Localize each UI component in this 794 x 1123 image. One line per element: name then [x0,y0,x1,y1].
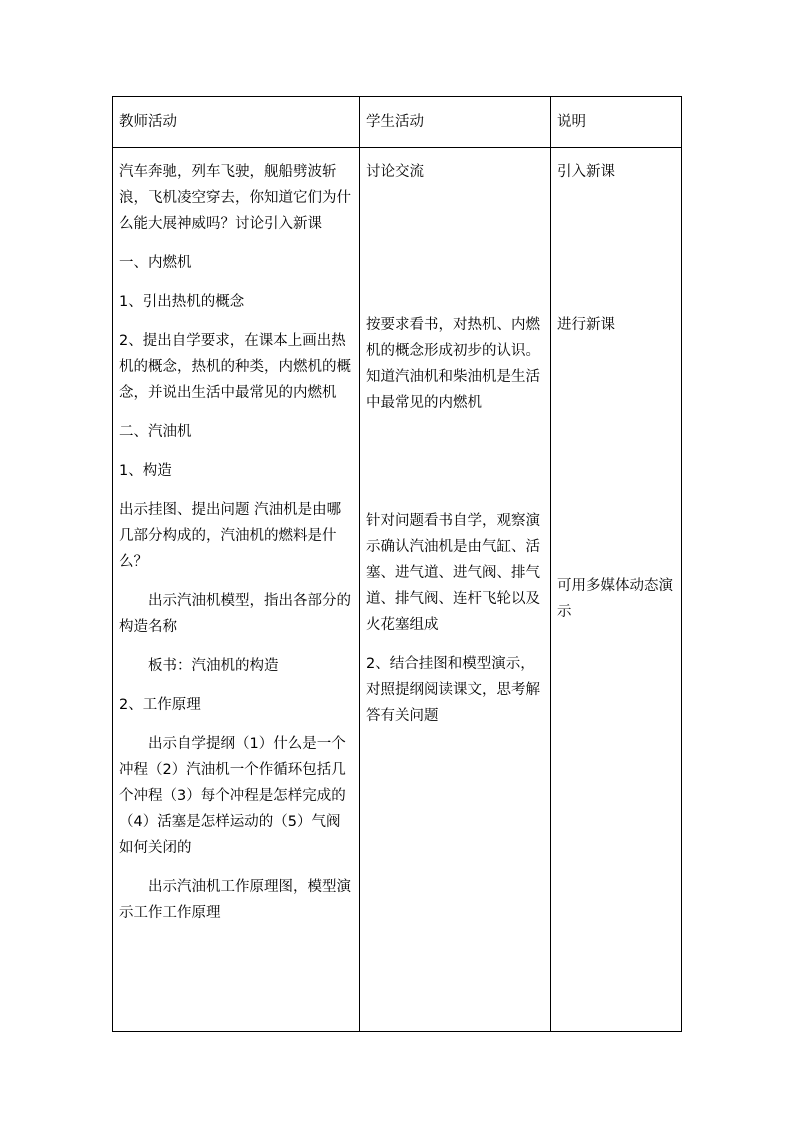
teacher-show-model: 出示汽油机模型，指出各部分的构造名称 [119,593,351,635]
header-note: 说明 [551,97,682,148]
student-read-book: 按要求看书，对热机、内燃机的概念形成初步的认识。知道汽油机和柴油机是生活中最常见的内燃机 [366,317,540,411]
spacer [366,429,544,508]
table-content-row [113,148,682,1032]
student-activity-cell [360,148,551,1032]
note-multimedia: 可用多媒体动态演示 [557,578,673,620]
teacher-show-chart: 出示挂图、提出问题 汽油机是由哪几部分构成的，汽油机的燃料是什么？ [119,502,342,570]
teacher-item-1-1: 1、引出热机的概念 [119,294,245,310]
teacher-activity-cell [113,148,360,1032]
lesson-plan-table [112,96,682,1032]
teacher-intro: 汽车奔驰，列车飞驶，舰船劈波斩浪，飞机凌空穿去，你知道它们为什么能大展神威吗？讨论引入新课 [119,164,351,232]
spacer [557,351,675,573]
teacher-board-note: 板书：汽油机的构造 [148,658,279,674]
student-discuss: 讨论交流 [366,164,424,180]
header-student-activity: 学生活动 [360,97,551,148]
header-teacher-activity: 教师活动 [113,97,360,148]
teacher-section-2: 二、汽油机 [119,424,192,440]
teacher-diagram: 出示汽油机工作原理图，模型演示工作工作原理 [119,879,351,921]
note-new-lesson: 进行新课 [557,317,615,333]
note-intro-lesson: 引入新课 [557,164,615,180]
spacer [366,198,544,312]
table-header-row [113,97,682,148]
note-cell [551,148,682,1032]
teacher-item-2-2: 2、工作原理 [119,697,201,713]
teacher-item-2-1: 1、构造 [119,463,172,479]
spacer [557,198,675,312]
student-self-study: 针对问题看书自学，观察演示确认汽油机是由气缸、活塞、进气道、进气阀、排气道、排气阀、连杆飞轮以及火花塞组成 [366,513,540,633]
teacher-item-1-2: 2、提出自学要求，在课本上画出热机的概念，热机的种类，内燃机的概念，并说出生活中最常见的内燃机 [119,333,351,401]
teacher-section-1: 一、内燃机 [119,255,192,271]
teacher-outline: 出示自学提纲（1）什么是一个冲程（2）汽油机一个作循环包括几个冲程（3）每个冲程是怎样完成的（4）活塞是怎样运动的（5）气阀如何关闭的 [119,736,346,856]
student-combine-model: 2、结合挂图和模型演示，对照提纲阅读课文，思考解答有关问题 [366,656,540,724]
